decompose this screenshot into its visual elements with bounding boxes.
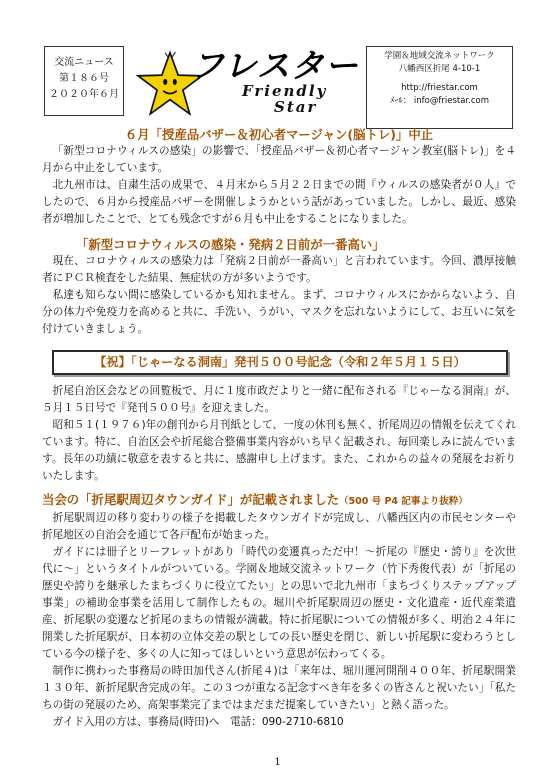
section2-paragraph: 現在、コロナウィルスの感染力は「発病２日前が一番高い」と言われています。今回、濃厚接触者にＰＣＲ検査をした結果、無症状の方が多いようです。 (42, 255, 516, 284)
section3-paragraph: 昭和５１(１９７６)年の創刊から月刊紙として、一度の休刊も無く、折尾周辺の情報を伝えてくれています。特に、自治区会や折尾総合整備事業内容がいち早く記載され、毎回楽しみに読んでいます。長年の功績に敬意を表すると共に、感謝申し上げます。また、これからの益々の発展をお祈りいたします。 (42, 419, 516, 482)
section1-title: ６月「授産品バザー＆初心者マージャン(脳トレ)」中止 (124, 127, 434, 142)
section3-title: 【祝】「じゃーなる洞南」発刊５００号記念（令和２年５月１５日） (94, 355, 466, 369)
section1-paragraph: 北九州市は、自粛生活の成果で、４月末から５月２２日までの間『ウィルスの感染者が０人』でしたので、６月から授産品バザーを開催しようかという話があっていました。しかし、最近、感染者が増加したことで、とても残念ですが６月も中止をすることになりました。 (42, 179, 516, 225)
section4-paragraph: 折尾駅周辺の移り変わりの様子を掲載したタウンガイドが完成し、八幡西区内の市民センターや折尾地区の自治会を通じて各戸配布が始まった。 (42, 512, 516, 541)
newsletter-name: 交流ニュース (54, 57, 114, 68)
section4-title (42, 491, 516, 510)
page-number: 1 (274, 757, 281, 768)
section4-contact: ガイド入用の方は、事務局(時田)へ 電話：090-2710-6810 (52, 716, 344, 728)
section2-paragraph: 私達も知らない間に感染しているかも知れません。まず、コロナウィルスにかからないよう、自分の体力や免疫力を高めると共に、手洗い、うがい、マスクを忘れないようにして、お互いに気を付けていきましょう。 (42, 289, 516, 335)
section4-title-main: 当会の「折尾駅周辺タウンガイド」が記載されました (42, 492, 340, 507)
logo-subtitle-star: Star (274, 98, 318, 116)
issue-number: 第１８６号 (59, 73, 109, 84)
issue-info-box (44, 46, 124, 116)
website-url: http://friestar.com (401, 83, 478, 93)
logo-subtitle-friendly: Friendly (242, 82, 328, 100)
newsletter-body (42, 126, 516, 731)
newsletter-header (44, 46, 511, 126)
section4-title-note: （500 号 P4 記事より抜粋） (339, 496, 468, 507)
section3-paragraph: 折尾自治区会などの回覧板で、月に１度市政だよりと一緒に配布される『じゃーなる洞南』が、５月１５日号で『発刊５００号』を迎えました。 (42, 385, 516, 414)
logo-title: フレスター (191, 46, 359, 85)
friestar-logo (136, 40, 361, 122)
issue-date: ２０２０年６月 (49, 89, 119, 100)
section1-paragraph: 「新型コロナウィルスの感染」の影響で、「授産品バザー＆初心者マージャン教室(脳トレ)」を４月から中止をしています。 (42, 145, 516, 174)
organization-address: 八幡西区折尾 4-10-1 (398, 64, 481, 74)
organization-box (366, 46, 513, 129)
organization-name: 学園＆地域交流ネットワーク (384, 51, 495, 61)
section4-paragraph: 制作に携わった事務局の時田加代さん(折尾４)は「来年は、堀川運河開削４００年、折尾駅開業１３０年、新折尾駅舎完成の年。この３つが重なる記念すべき年を多くの皆さんと祝いたい」「私たちの街の発展のため、高架事業完了まではまだまだ提案していきたい」と熱く語った。 (42, 665, 516, 711)
section3-title-box (52, 350, 508, 375)
section4-paragraph: ガイドには冊子とリーフレットがあり「時代の変遷真っただ中！～折尾の『歴史・誇り』を次世代に～」というタイトルがついている。学園＆地域交流ネットワーク（竹下秀俊代表）が「折尾の歴史や誇りを継承したまちづくりに役立てたい」との思いで北九州市「まちづくりステップアップ事業」の補助金事業を活用して制作したもの。堀川や折尾駅周辺の歴史・文化遺産・近代産業遺産、折尾駅の変遷など折尾のまちの情報が満載。特に折尾駅についての情報が多く、明治２４年に開業した折尾駅が、日本初の立体交差の駅としての長い歴史を閉じ、新しい折尾駅に変わろうとしている今の様子を、多くの人に知ってほしいという意思が伝わってくる。 (42, 546, 516, 660)
email-address: ﾒｰﾙ： info@friestar.com (389, 96, 489, 106)
section2-title: 「新型コロナウィルスの感染・発病２日前が一番高い」 (76, 237, 385, 252)
